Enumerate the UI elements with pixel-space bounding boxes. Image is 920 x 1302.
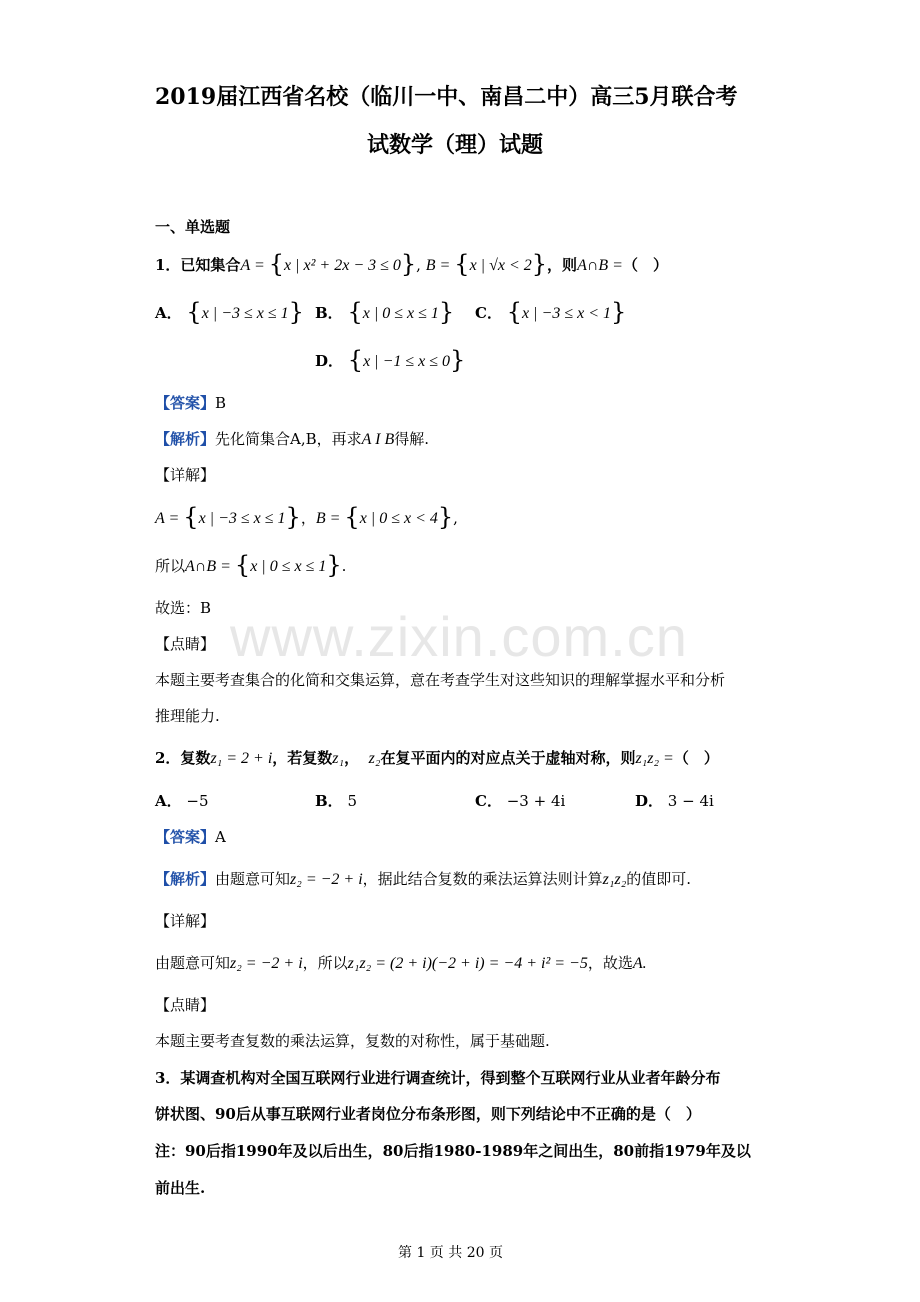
q1-comment-tag: 【点睛】 bbox=[155, 635, 216, 653]
doc-title-line2: 试数学（理）试题 bbox=[367, 132, 544, 158]
q2-answer-tag: 【答案】 bbox=[155, 828, 216, 846]
q1-option-d-label: D． bbox=[315, 352, 344, 370]
q2-z1: z₁ bbox=[332, 750, 345, 767]
q2-analysis-text2: ，据此结合复数的乘法运算法则计算 bbox=[362, 870, 603, 888]
q2-option-c-text: −3 + 4i bbox=[506, 792, 566, 810]
q1-detail2-set: x | 0 ≤ x ≤ 1 bbox=[250, 558, 327, 575]
q2-z1z2: z₁z₂ = bbox=[635, 750, 674, 767]
q2-option-a-text: −5 bbox=[186, 792, 209, 810]
q1-stem-text: 1．已知集合 bbox=[155, 256, 241, 274]
q2-analysis-expr2: z₁z₂ bbox=[602, 871, 627, 888]
q2-z2: z₂ bbox=[368, 750, 381, 767]
q1-option-b-text: x | 0 ≤ x ≤ 1 bbox=[362, 305, 439, 322]
q1-set-b-label: B = bbox=[425, 257, 455, 274]
q2-stem-text2: ，若复数 bbox=[272, 749, 333, 767]
q1-comment-line1: 本题主要考查集合的化简和交集运算，意在考查学生对这些知识的理解掌握水平和分析 bbox=[155, 671, 726, 689]
q3-line2: 饼状图、90后从事互联网行业者岗位分布条形图，则下列结论中不正确的是（ ） bbox=[155, 1105, 701, 1123]
q1-detail-a-set: x | −3 ≤ x ≤ 1 bbox=[198, 510, 286, 527]
q1-detail2-expr: A∩B = bbox=[185, 558, 235, 575]
q1-detail-tag: 【详解】 bbox=[155, 466, 216, 484]
q1-ask: ，则 bbox=[547, 256, 578, 274]
q1-choose: 故选：B bbox=[155, 599, 212, 617]
q2-analysis-text3: 的值即可. bbox=[626, 870, 692, 888]
q1-option-d-text: x | −1 ≤ x ≤ 0 bbox=[363, 353, 451, 370]
q2-answer bbox=[155, 826, 226, 847]
q1-option-b-label: B． bbox=[315, 304, 343, 322]
q2-analysis-expr1: z₂ = −2 + i bbox=[290, 871, 363, 888]
q2-option-c-label: C． bbox=[475, 792, 502, 810]
q2-z1-expr: z₁ = 2 + i bbox=[210, 750, 273, 767]
q2-option-d-text: 3 − 4i bbox=[667, 792, 714, 810]
q1-option-a-label: A． bbox=[155, 304, 182, 322]
q2-stem bbox=[155, 747, 719, 768]
q2-option-b-label: B． bbox=[315, 792, 343, 810]
q2-option-c bbox=[475, 790, 565, 811]
q1-ask-expr: A∩B = bbox=[577, 257, 623, 274]
q2-paren: （ ） bbox=[673, 749, 719, 767]
q2-analysis-tag: 【解析】 bbox=[155, 870, 216, 888]
q1-analysis bbox=[155, 428, 429, 449]
q1-set-a-label: A = bbox=[240, 257, 269, 274]
q2-detail-expr3: A. bbox=[632, 955, 647, 972]
q2-detail-expr2: z₁z₂ = (2 + i)(−2 + i) = −4 + i² = −5 bbox=[347, 955, 588, 972]
q3-line4: 前出生. bbox=[155, 1179, 206, 1197]
q2-option-d bbox=[635, 790, 714, 811]
watermark: www.zixin.com.cn bbox=[230, 605, 688, 668]
q1-detail-b-set: x | 0 ≤ x < 4 bbox=[359, 510, 438, 527]
q2-comment-tag: 【点睛】 bbox=[155, 996, 216, 1014]
q2-answer-value: A bbox=[215, 828, 226, 846]
q2-detail-text1: 由题意可知 bbox=[155, 954, 231, 972]
q1-comment-line2: 推理能力. bbox=[155, 707, 220, 725]
q1-answer-tag: 【答案】 bbox=[155, 394, 216, 412]
q1-option-c-label: C． bbox=[475, 304, 502, 322]
q1-analysis-text: 先化简集合A,B，再求 bbox=[215, 430, 362, 448]
q1-detail-line1: A = {x | −3 ≤ x ≤ 1}，B = {x | 0 ≤ x < 4}, bbox=[155, 503, 458, 531]
q2-detail-text3: ，故选 bbox=[587, 954, 633, 972]
doc-title-line1: 2019届江西省名校（临川一中、南昌二中）高三5月联合考 bbox=[155, 84, 738, 110]
q3-line3: 注：90后指1990年及以后出生，80后指1980-1989年之间出生，80前指1979年及以 bbox=[155, 1142, 751, 1160]
q2-detail-text2: ，所以 bbox=[302, 954, 348, 972]
q1-detail-a-label: A = bbox=[155, 510, 184, 527]
q2-stem-text1: 2．复数 bbox=[155, 749, 211, 767]
q2-option-b-text: 5 bbox=[347, 792, 358, 810]
q1-set-a: x | x² + 2x − 3 ≤ 0 bbox=[284, 257, 401, 274]
q2-detail-expr1: z₂ = −2 + i bbox=[230, 955, 303, 972]
q1-paren: （ ） bbox=[622, 256, 668, 274]
q2-analysis-text1: 由题意可知 bbox=[215, 870, 291, 888]
q1-option-b: B． {x | 0 ≤ x ≤ 1} bbox=[315, 298, 455, 326]
section-heading: 一、单选题 bbox=[155, 218, 231, 236]
q2-option-a-label: A． bbox=[155, 792, 182, 810]
q1-option-a-text: x | −3 ≤ x ≤ 1 bbox=[201, 305, 289, 322]
q1-answer-value: B bbox=[215, 394, 227, 412]
q2-option-b bbox=[315, 790, 357, 811]
q2-comma: ， bbox=[344, 749, 360, 767]
q1-option-d: D． {x | −1 ≤ x ≤ 0} bbox=[315, 346, 466, 374]
q1-analysis-expr: A I B bbox=[361, 431, 395, 448]
q1-option-a: A． {x | −3 ≤ x ≤ 1} bbox=[155, 298, 304, 326]
q2-detail-tag: 【详解】 bbox=[155, 912, 216, 930]
q1-detail-b-label: B = bbox=[315, 510, 345, 527]
q1-answer bbox=[155, 392, 226, 413]
q1-detail2-pre: 所以 bbox=[155, 557, 186, 575]
q1-detail-line2: 所以A∩B = {x | 0 ≤ x ≤ 1}. bbox=[155, 551, 347, 579]
q1-option-c: C． {x | −3 ≤ x < 1} bbox=[475, 298, 627, 326]
q1-stem: 1．已知集合A = {x | x² + 2x − 3 ≤ 0}, B = {x | √x < 2}，则A∩B =（ ） bbox=[155, 250, 668, 278]
q2-analysis bbox=[155, 868, 691, 889]
q2-detail bbox=[155, 952, 647, 973]
q1-set-b: x | √x < 2 bbox=[469, 257, 532, 274]
q3-line1: 3．某调查机构对全国互联网行业进行调查统计，得到整个互联网行业从业者年龄分布 bbox=[155, 1069, 721, 1087]
q2-option-d-label: D． bbox=[635, 792, 664, 810]
q2-stem-text3: 在复平面内的对应点关于虚轴对称，则 bbox=[380, 749, 636, 767]
page-footer: 第 1 页 共 20 页 bbox=[398, 1245, 503, 1261]
q2-comment: 本题主要考查复数的乘法运算，复数的对称性，属于基础题. bbox=[155, 1032, 550, 1050]
q1-analysis-end: 得解. bbox=[394, 430, 430, 448]
q1-analysis-tag: 【解析】 bbox=[155, 430, 216, 448]
q1-option-c-text: x | −3 ≤ x < 1 bbox=[522, 305, 611, 322]
q2-option-a bbox=[155, 790, 209, 811]
